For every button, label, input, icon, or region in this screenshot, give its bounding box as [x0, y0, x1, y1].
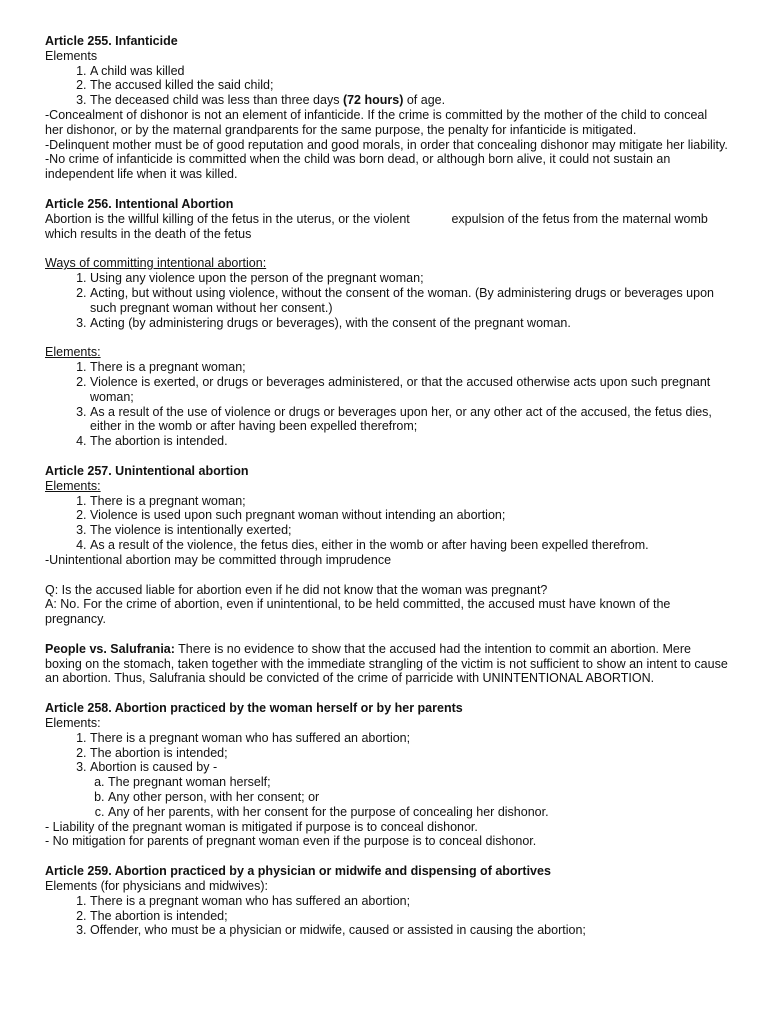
list-item: 2. The abortion is intended; [90, 746, 728, 761]
list-item: 3. Acting (by administering drugs or beverages), with the consent of the pregnant woman. [90, 316, 728, 331]
article-255-title: Article 255. Infanticide [45, 34, 178, 48]
list-item: 3. As a result of the use of violence or drugs or beverages upon her, or any other act of the accused, the fetus dies, either in the womb or after having been expelled therefrom; [90, 405, 728, 435]
article-255-elements-label: Elements [45, 48, 98, 63]
elements-list [45, 894, 728, 938]
elements-list [45, 494, 728, 553]
list-item [90, 93, 728, 108]
list-item: 1. There is a pregnant woman who has suffered an abortion; [90, 731, 728, 746]
elements-heading: Elements: [45, 478, 101, 493]
item-text: Abortion is caused by - [90, 760, 218, 775]
item-text: The deceased child was less than three days [90, 93, 343, 108]
note-paragraph: - Liability of the pregnant woman is mitigated if purpose is to conceal dishonor. [45, 819, 478, 834]
note-paragraph: -Delinquent mother must be of good reputation and good morals, in order that concealing dishonor may mitigate her liability. [45, 137, 728, 152]
sub-list-item: b. Any other person, with her consent; or [108, 790, 728, 805]
list-item: 1. Using any violence upon the person of the pregnant woman; [90, 271, 728, 286]
article-257-title: Article 257. Unintentional abortion [45, 463, 249, 478]
ways-list [45, 271, 728, 330]
note-paragraph: -No crime of infanticide is committed when the child was born dead, or although born alive, it could not sustain an independent life when it was killed. [45, 152, 674, 182]
article-258-title: Article 258. Abortion practiced by the woman herself or by her parents [45, 701, 463, 716]
note-paragraph: -Unintentional abortion may be committed through imprudence [45, 552, 392, 567]
note-paragraph: - No mitigation for parents of pregnant woman even if the purpose is to conceal dishonor. [45, 834, 537, 849]
list-item: 2. The abortion is intended; [90, 909, 728, 924]
ways-heading: Ways of committing intentional abortion: [45, 256, 267, 271]
list-item: 4. As a result of the violence, the fetus dies, either in the womb or after having been expelled therefrom. [90, 538, 728, 553]
elements-heading: Elements: [45, 345, 101, 360]
list-item: 2. Acting, but without using violence, without the consent of the woman. (By administering drugs or beverages upon such pregnant woman without her consent.) [90, 286, 728, 316]
elements-label: Elements: [45, 716, 101, 731]
note-paragraph: -Concealment of dishonor is not an element of infanticide. If the crime is committed by the mother of the child to conceal her dishonor, or by the maternal grandparents for the same purpose, the penalty for infanticide is mitigated. [45, 107, 711, 137]
item-text: of age. [403, 93, 446, 108]
article-259-title: Article 259. Abortion practiced by a physician or midwife and dispensing of abortives [45, 864, 551, 879]
case-paragraph [45, 641, 732, 686]
article-256-title: Article 256. Intentional Abortion [45, 196, 234, 211]
list-item: 4. The abortion is intended. [90, 434, 728, 449]
answer-paragraph: A: No. For the crime of abortion, even if unintentional, to be held committed, the accused must have known of the pregnancy. [45, 597, 674, 627]
list-item: 2. Violence is used upon such pregnant woman without intending an abortion; [90, 508, 728, 523]
question-paragraph: Q: Is the accused liable for abortion even if he did not know that the woman was pregnant? [45, 582, 548, 597]
list-item: 1. There is a pregnant woman; [90, 494, 728, 509]
definition-paragraph: Abortion is the willful killing of the fetus in the uterus, or the violent expulsion of the fetus from the maternal womb which results in the death of the fetus [45, 211, 712, 241]
list-item: 1. A child was killed [90, 64, 728, 79]
sub-list [90, 775, 728, 819]
article-255-elements-list [45, 64, 728, 108]
list-item [90, 760, 728, 819]
elements-label: Elements (for physicians and midwives): [45, 879, 268, 894]
list-item: 1. There is a pregnant woman; [90, 360, 728, 375]
list-item: 2. The accused killed the said child; [90, 78, 728, 93]
elements-list [45, 731, 728, 820]
sub-list-item: c. Any of her parents, with her consent for the purpose of concealing her dishonor. [108, 805, 728, 820]
bold-text: (72 hours) [342, 93, 404, 108]
elements-list [45, 360, 728, 449]
case-text: There is no evidence to show that the accused had the intention to commit an abortion. Mere boxing on the stomach, taken together with the immediate strangling of the victim is not sufficient to show an intent to cause an abortion. Thus, Salufrania should be convicted of the crime of parricide with UNINTENTIONAL ABORTION. [45, 641, 732, 686]
list-item: 2. Violence is exerted, or drugs or beverages administered, or that the accused otherwise acts upon such pregnant woman; [90, 375, 728, 405]
list-item: 3. The violence is intentionally exerted; [90, 523, 728, 538]
case-name: People vs. Salufrania: [45, 641, 175, 656]
list-item: 1. There is a pregnant woman who has suffered an abortion; [90, 894, 728, 909]
list-item: 3. Offender, who must be a physician or midwife, caused or assisted in causing the abortion; [90, 923, 728, 938]
sub-list-item: a. The pregnant woman herself; [108, 775, 728, 790]
